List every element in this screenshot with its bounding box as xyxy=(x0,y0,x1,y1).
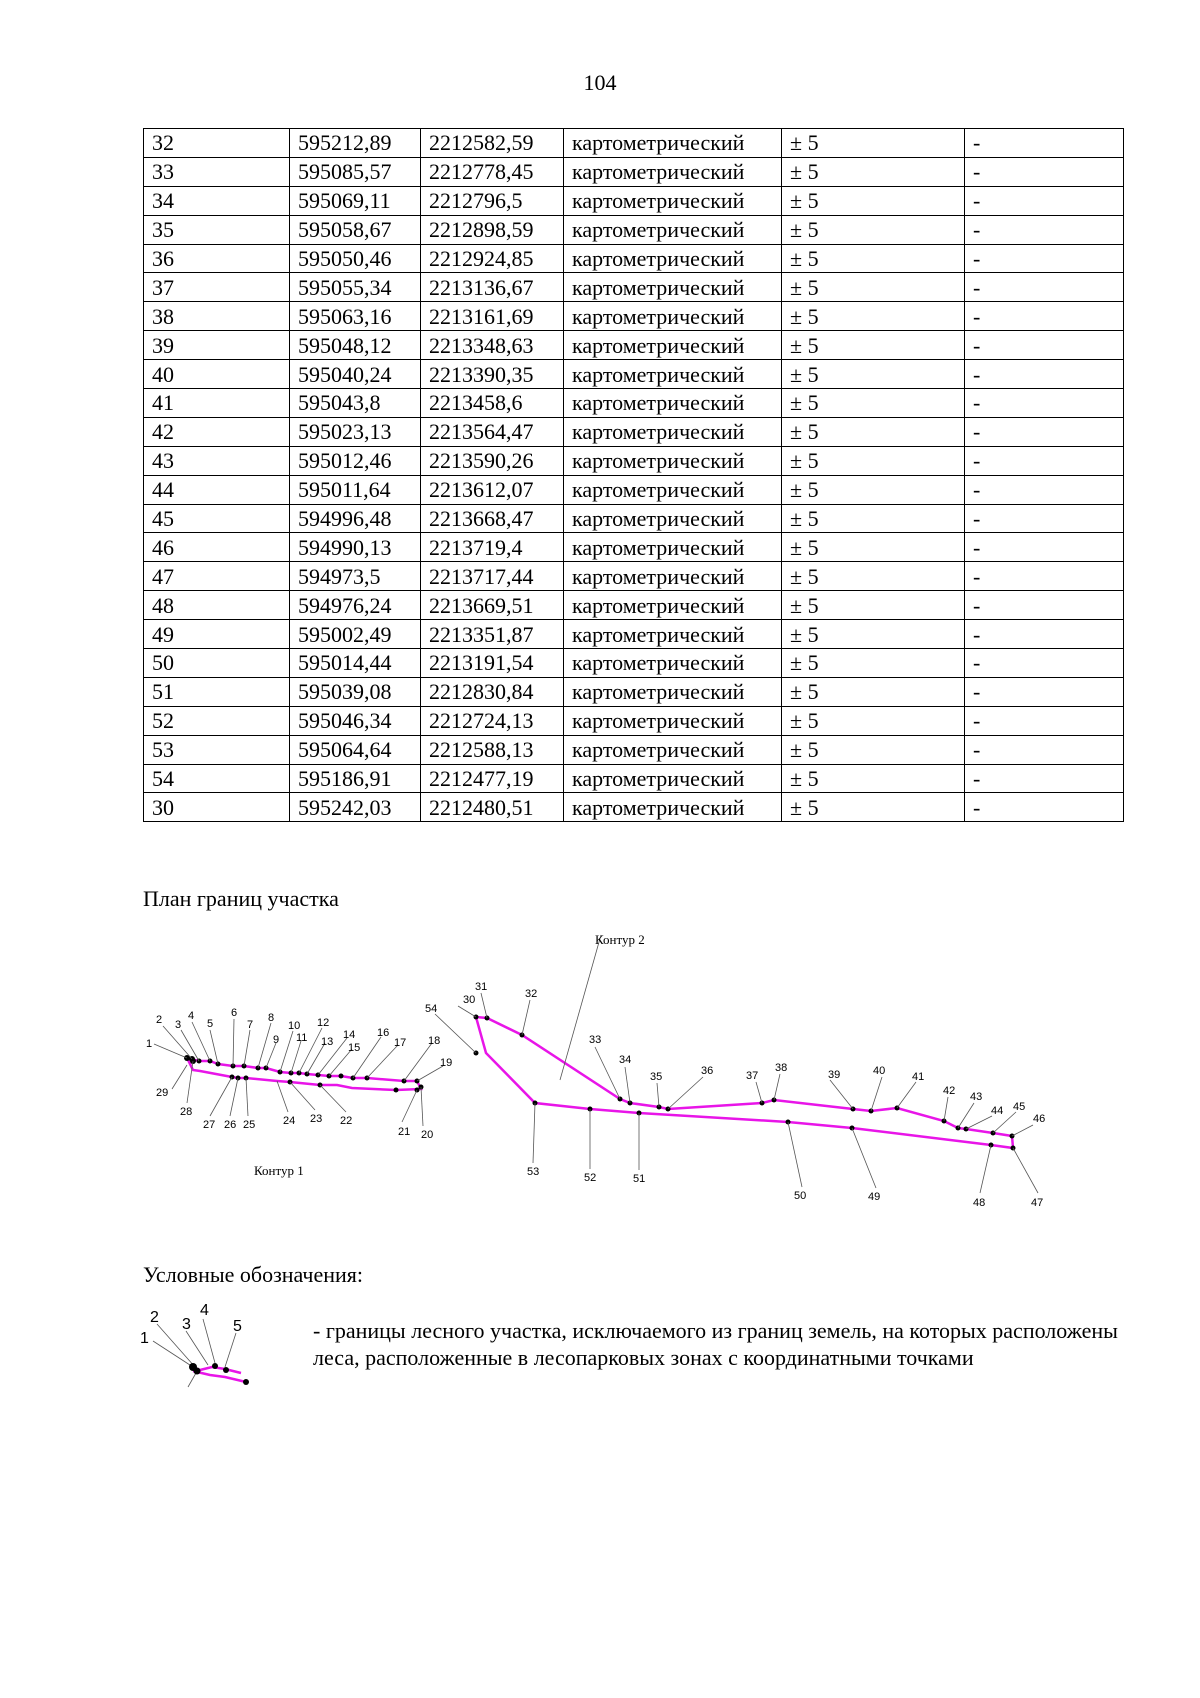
table-cell: 595011,64 xyxy=(290,475,421,504)
point-label: 22 xyxy=(340,1115,353,1127)
point-label: 16 xyxy=(377,1027,390,1039)
point-label: 50 xyxy=(794,1190,807,1202)
point-label: 44 xyxy=(991,1105,1004,1117)
table-cell: - xyxy=(965,389,1124,418)
table-cell: картометрический xyxy=(564,677,782,706)
table-row xyxy=(144,389,1124,418)
table-row xyxy=(144,504,1124,533)
table-cell: картометрический xyxy=(564,620,782,649)
table-cell: - xyxy=(965,157,1124,186)
table-row xyxy=(144,793,1124,822)
table-cell: картометрический xyxy=(564,649,782,678)
point-label: 13 xyxy=(321,1036,334,1048)
table-row xyxy=(144,360,1124,389)
table-cell: картометрический xyxy=(564,706,782,735)
table-cell: ± 5 xyxy=(782,533,965,562)
contour-1-label: Контур 1 xyxy=(254,1163,304,1178)
table-cell: - xyxy=(965,215,1124,244)
table-cell: картометрический xyxy=(564,533,782,562)
table-cell: 594973,5 xyxy=(290,562,421,591)
table-cell: 595069,11 xyxy=(290,186,421,215)
point-label: 2 xyxy=(156,1014,163,1026)
legend-title: Условные обозначения: xyxy=(143,1262,364,1287)
table-cell: 53 xyxy=(144,735,290,764)
table-cell: 595085,57 xyxy=(290,157,421,186)
table-cell: 595058,67 xyxy=(290,215,421,244)
table-cell: ± 5 xyxy=(782,215,965,244)
point-label: 12 xyxy=(317,1017,330,1029)
table-cell: ± 5 xyxy=(782,157,965,186)
legend-description: - границы лесного участка, исключаемого из границ земель, на которых расположены леса, расположенные в лесопарковых зонах с координатными точками xyxy=(313,1318,1118,1370)
table-cell: 2213191,54 xyxy=(421,649,564,678)
table-row xyxy=(144,129,1124,158)
table-cell: ± 5 xyxy=(782,562,965,591)
table-cell: 595063,16 xyxy=(290,302,421,331)
table-cell: 595048,12 xyxy=(290,331,421,360)
table-cell: 2212830,84 xyxy=(421,677,564,706)
table-cell: картометрический xyxy=(564,215,782,244)
point-label: 45 xyxy=(1013,1101,1026,1113)
contour-2-points xyxy=(474,1015,1016,1151)
table-row xyxy=(144,273,1124,302)
table-cell: - xyxy=(965,562,1124,591)
table-cell: - xyxy=(965,706,1124,735)
point-label: 39 xyxy=(828,1069,841,1081)
table-cell: 595039,08 xyxy=(290,677,421,706)
point-label: 38 xyxy=(775,1062,788,1074)
table-cell: картометрический xyxy=(564,764,782,793)
table-cell: ± 5 xyxy=(782,591,965,620)
table-cell: ± 5 xyxy=(782,360,965,389)
table-row xyxy=(144,735,1124,764)
table-row xyxy=(144,591,1124,620)
point-label: 6 xyxy=(231,1007,238,1019)
table-cell: 2213668,47 xyxy=(421,504,564,533)
table-cell: картометрический xyxy=(564,504,782,533)
point-label: 15 xyxy=(348,1042,361,1054)
point-label: 42 xyxy=(943,1085,956,1097)
table-cell: 42 xyxy=(144,417,290,446)
point-label: 3 xyxy=(182,1316,191,1333)
point-label: 26 xyxy=(224,1119,237,1131)
table-row xyxy=(144,331,1124,360)
point-label: 8 xyxy=(268,1012,275,1024)
table-cell: 48 xyxy=(144,591,290,620)
table-row xyxy=(144,186,1124,215)
table-cell: картометрический xyxy=(564,562,782,591)
table-cell: 41 xyxy=(144,389,290,418)
point-label: 28 xyxy=(180,1106,193,1118)
table-cell: - xyxy=(965,244,1124,273)
point-label: 11 xyxy=(296,1032,308,1044)
table-cell: 51 xyxy=(144,677,290,706)
table-row xyxy=(144,620,1124,649)
table-cell: - xyxy=(965,446,1124,475)
table-cell: 594990,13 xyxy=(290,533,421,562)
table-cell: - xyxy=(965,677,1124,706)
point-label: 18 xyxy=(428,1035,441,1047)
contour-2-label: Контур 2 xyxy=(595,932,645,947)
table-cell: ± 5 xyxy=(782,706,965,735)
point-label: 27 xyxy=(203,1119,216,1131)
table-cell: картометрический xyxy=(564,793,782,822)
table-cell: ± 5 xyxy=(782,302,965,331)
point-label: 10 xyxy=(288,1020,301,1032)
point-label: 40 xyxy=(873,1065,886,1077)
table-row xyxy=(144,215,1124,244)
table-cell: 2212582,59 xyxy=(421,129,564,158)
table-cell: 595186,91 xyxy=(290,764,421,793)
table-cell: - xyxy=(965,735,1124,764)
table-cell: - xyxy=(965,186,1124,215)
table-cell: ± 5 xyxy=(782,649,965,678)
table-cell: 2213458,6 xyxy=(421,389,564,418)
point-label: 33 xyxy=(589,1034,602,1046)
table-cell: 2213612,07 xyxy=(421,475,564,504)
table-cell: 35 xyxy=(144,215,290,244)
table-cell: - xyxy=(965,273,1124,302)
table-cell: 2212480,51 xyxy=(421,793,564,822)
table-cell: 2212898,59 xyxy=(421,215,564,244)
table-row xyxy=(144,302,1124,331)
table-cell: ± 5 xyxy=(782,389,965,418)
table-cell: 2213717,44 xyxy=(421,562,564,591)
point-label: 34 xyxy=(619,1054,632,1066)
legend-boundary-sample xyxy=(140,1295,280,1395)
point-label: 1 xyxy=(140,1330,149,1347)
table-cell: 2212778,45 xyxy=(421,157,564,186)
table-cell: - xyxy=(965,331,1124,360)
table-cell: 50 xyxy=(144,649,290,678)
table-cell: ± 5 xyxy=(782,620,965,649)
table-cell: 594976,24 xyxy=(290,591,421,620)
table-cell: 2213564,47 xyxy=(421,417,564,446)
table-cell: 49 xyxy=(144,620,290,649)
table-cell: 43 xyxy=(144,446,290,475)
table-cell: картометрический xyxy=(564,735,782,764)
table-cell: 595043,8 xyxy=(290,389,421,418)
point-label: 1 xyxy=(146,1038,153,1050)
table-cell: картометрический xyxy=(564,360,782,389)
point-label: 5 xyxy=(207,1018,214,1030)
contour-2-labels xyxy=(425,981,1045,1209)
table-cell: 595242,03 xyxy=(290,793,421,822)
table-cell: картометрический xyxy=(564,157,782,186)
table-cell: 2212588,13 xyxy=(421,735,564,764)
table-cell: 595212,89 xyxy=(290,129,421,158)
table-row xyxy=(144,706,1124,735)
table-cell: 2212924,85 xyxy=(421,244,564,273)
point-label: 46 xyxy=(1033,1113,1046,1125)
table-cell: 595014,44 xyxy=(290,649,421,678)
table-cell: 38 xyxy=(144,302,290,331)
point-label: 37 xyxy=(746,1070,759,1082)
table-cell: 2213390,35 xyxy=(421,360,564,389)
point-label: 3 xyxy=(175,1019,182,1031)
point-label: 21 xyxy=(398,1126,411,1138)
point-label: 48 xyxy=(973,1197,986,1209)
table-cell: 34 xyxy=(144,186,290,215)
table-cell: 2212796,5 xyxy=(421,186,564,215)
table-cell: картометрический xyxy=(564,417,782,446)
table-row xyxy=(144,446,1124,475)
table-cell: 595040,24 xyxy=(290,360,421,389)
table-cell: - xyxy=(965,417,1124,446)
table-cell: картометрический xyxy=(564,331,782,360)
boundary-plan xyxy=(140,925,1140,1225)
point-label: 53 xyxy=(527,1166,540,1178)
table-cell: ± 5 xyxy=(782,793,965,822)
table-cell: картометрический xyxy=(564,389,782,418)
table-cell: - xyxy=(965,533,1124,562)
table-cell: 595012,46 xyxy=(290,446,421,475)
point-label: 25 xyxy=(243,1119,256,1131)
table-cell: картометрический xyxy=(564,129,782,158)
table-cell: ± 5 xyxy=(782,677,965,706)
point-label: 32 xyxy=(525,988,538,1000)
table-cell: 54 xyxy=(144,764,290,793)
table-cell: - xyxy=(965,620,1124,649)
plan-title: План границ участка xyxy=(143,886,339,911)
point-label: 47 xyxy=(1031,1197,1044,1209)
table-cell: - xyxy=(965,302,1124,331)
table-cell: 36 xyxy=(144,244,290,273)
table-row xyxy=(144,649,1124,678)
point-label: 7 xyxy=(247,1019,254,1031)
point-label: 29 xyxy=(156,1087,169,1099)
table-cell: - xyxy=(965,591,1124,620)
table-cell: картометрический xyxy=(564,591,782,620)
table-row xyxy=(144,417,1124,446)
table-cell: 2213161,69 xyxy=(421,302,564,331)
table-cell: ± 5 xyxy=(782,273,965,302)
point-label: 51 xyxy=(633,1173,646,1185)
table-cell: ± 5 xyxy=(782,764,965,793)
table-cell: 37 xyxy=(144,273,290,302)
point-label: 52 xyxy=(584,1172,597,1184)
table-cell: 595002,49 xyxy=(290,620,421,649)
table-cell: картометрический xyxy=(564,273,782,302)
coordinates-table xyxy=(143,128,1124,822)
table-cell: ± 5 xyxy=(782,129,965,158)
table-cell: 45 xyxy=(144,504,290,533)
leader-lines xyxy=(154,935,1038,1193)
table-row xyxy=(144,157,1124,186)
table-cell: 32 xyxy=(144,129,290,158)
point-label: 20 xyxy=(421,1129,434,1141)
table-cell: ± 5 xyxy=(782,331,965,360)
table-cell: - xyxy=(965,475,1124,504)
table-cell: 2213669,51 xyxy=(421,591,564,620)
table-cell: 2212477,19 xyxy=(421,764,564,793)
point-label: 9 xyxy=(273,1034,280,1046)
table-cell: - xyxy=(965,793,1124,822)
table-cell: ± 5 xyxy=(782,244,965,273)
table-cell: - xyxy=(965,649,1124,678)
table-row xyxy=(144,562,1124,591)
table-cell: 30 xyxy=(144,793,290,822)
point-label: 31 xyxy=(475,981,488,993)
table-cell: ± 5 xyxy=(782,475,965,504)
table-row xyxy=(144,475,1124,504)
page-number: 104 xyxy=(583,70,617,95)
table-cell: 2213719,4 xyxy=(421,533,564,562)
point-label: 49 xyxy=(868,1191,881,1203)
point-label: 24 xyxy=(283,1115,296,1127)
table-cell: ± 5 xyxy=(782,735,965,764)
table-cell: 2213590,26 xyxy=(421,446,564,475)
table-cell: 595023,13 xyxy=(290,417,421,446)
point-label: 30 xyxy=(463,994,476,1006)
table-cell: 2213136,67 xyxy=(421,273,564,302)
table-cell: 595046,34 xyxy=(290,706,421,735)
point-label: 4 xyxy=(188,1010,195,1022)
point-label: 17 xyxy=(394,1037,407,1049)
table-cell: 44 xyxy=(144,475,290,504)
table-cell: ± 5 xyxy=(782,446,965,475)
table-row xyxy=(144,244,1124,273)
table-cell: картометрический xyxy=(564,475,782,504)
table-cell: 594996,48 xyxy=(290,504,421,533)
point-label: 19 xyxy=(440,1057,453,1069)
table-row xyxy=(144,677,1124,706)
table-cell: 52 xyxy=(144,706,290,735)
table-cell: ± 5 xyxy=(782,186,965,215)
table-cell: - xyxy=(965,360,1124,389)
table-cell: 40 xyxy=(144,360,290,389)
table-cell: - xyxy=(965,504,1124,533)
table-cell: картометрический xyxy=(564,446,782,475)
point-label: 54 xyxy=(425,1003,438,1015)
table-cell: 46 xyxy=(144,533,290,562)
table-cell: 2213348,63 xyxy=(421,331,564,360)
table-cell: 2212724,13 xyxy=(421,706,564,735)
point-label: 36 xyxy=(701,1065,714,1077)
table-row xyxy=(144,533,1124,562)
point-label: 2 xyxy=(150,1309,159,1326)
table-cell: картометрический xyxy=(564,244,782,273)
point-label: 35 xyxy=(650,1071,663,1083)
point-label: 5 xyxy=(233,1318,242,1335)
table-cell: картометрический xyxy=(564,302,782,331)
point-label: 4 xyxy=(200,1302,209,1319)
table-cell: ± 5 xyxy=(782,504,965,533)
table-cell: 595055,34 xyxy=(290,273,421,302)
table-cell: - xyxy=(965,764,1124,793)
table-row xyxy=(144,764,1124,793)
table-cell: 47 xyxy=(144,562,290,591)
contour-2-boundary xyxy=(476,1017,1013,1148)
table-cell: ± 5 xyxy=(782,417,965,446)
table-cell: 39 xyxy=(144,331,290,360)
point-label: 41 xyxy=(912,1071,925,1083)
table-cell: 595050,46 xyxy=(290,244,421,273)
table-cell: 2213351,87 xyxy=(421,620,564,649)
point-label: 14 xyxy=(343,1029,356,1041)
table-cell: картометрический xyxy=(564,186,782,215)
point-label: 43 xyxy=(970,1091,983,1103)
table-cell: - xyxy=(965,129,1124,158)
table-cell: 595064,64 xyxy=(290,735,421,764)
table-cell: 33 xyxy=(144,157,290,186)
point-label: 23 xyxy=(310,1113,323,1125)
